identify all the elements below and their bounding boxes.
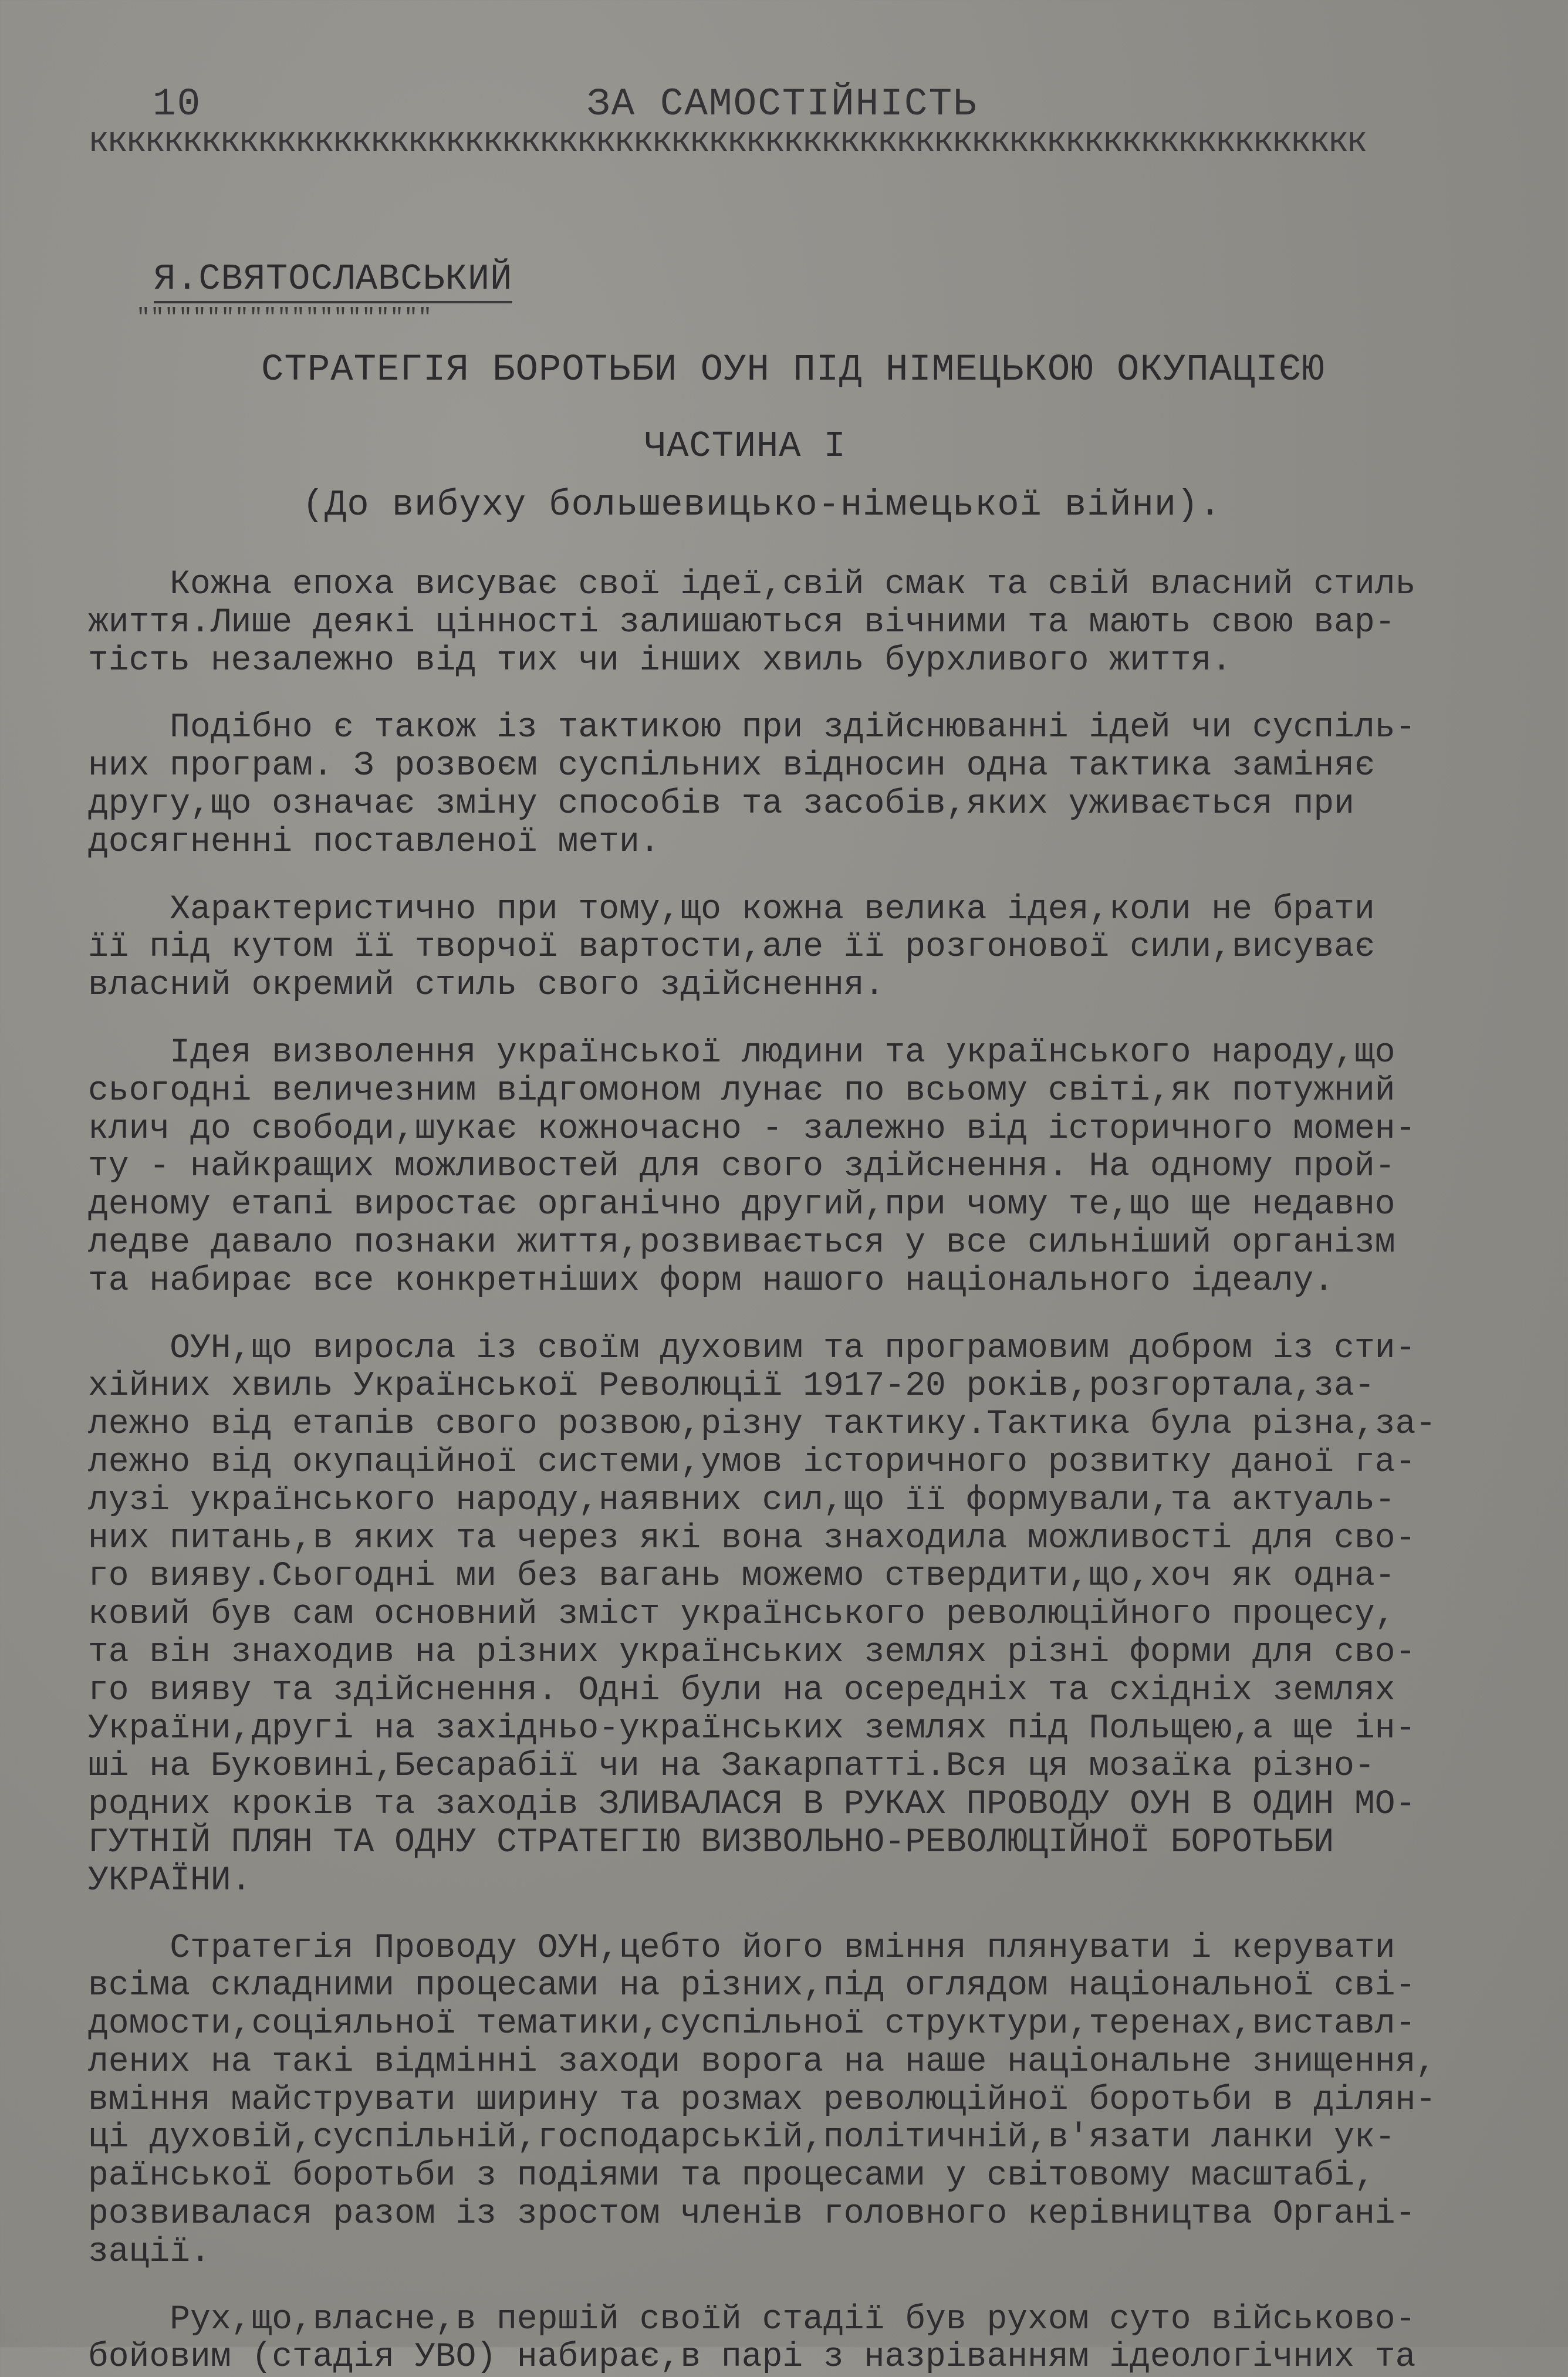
- paragraph-gap: [88, 862, 1496, 891]
- text-line: розвивалася разом із зростом членів головного керівництва Органі-: [88, 2195, 1416, 2234]
- paragraph: [88, 2301, 1496, 2377]
- text-line: го вияву та здійснення. Одні були на осередніх та східніх землях: [88, 1671, 1395, 1710]
- text-line: її під кутом її творчої вартости,але її розгонової сили,висуває: [88, 928, 1375, 967]
- text-line: ші на Буковині,Бесарабії чи на Закарпатті.Вся ця мозаїка різно-: [88, 1747, 1375, 1786]
- text-line: лежно від окупаційної системи,умов історичного розвитку даної га-: [88, 1443, 1416, 1482]
- text-line: домости,соціяльної тематики,суспільної структури,теренах,виставл-: [88, 2005, 1416, 2044]
- paragraph-gap: [88, 1901, 1496, 1930]
- text-line: го вияву.Сьогодні ми без вагань можемо ствердити,що,хоч як одна-: [88, 1557, 1395, 1596]
- text-line: та він знаходив на різних українських землях різні форми для сво-: [88, 1633, 1416, 1672]
- text-line: вміння майструвати ширину та розмах революційної боротьби в ділян-: [88, 2081, 1437, 2119]
- text-line: другу,що означає зміну способів та засобів,яких уживається при: [88, 785, 1354, 823]
- paragraph: [88, 1330, 1496, 1901]
- text-line: сьогодні величезним відгомоном лунає по всьому світі,як потужний: [88, 1071, 1395, 1110]
- paragraph: [88, 1034, 1496, 1301]
- text-line: життя.Лише деякі цінності залишаються вічними та мають свою вар-: [88, 603, 1395, 642]
- text-line: Характеристично при тому,що кожна велика ідея,коли не брати: [88, 890, 1375, 929]
- text-line: ту - найкращих можливостей для свого здійснення. На одному прой-: [88, 1148, 1395, 1186]
- text-line: Ідея визволення української людини та українського народу,що: [88, 1033, 1395, 1072]
- text-line: родних кроків та заходів ЗЛИВАЛАСЯ В РУКАХ ПРОВОДУ ОУН В ОДИН МО-: [88, 1786, 1416, 1824]
- paragraph-gap: [88, 1301, 1496, 1330]
- text-line: та набирає все конкретніших форм нашого національного ідеалу.: [88, 1262, 1334, 1300]
- text-line: України,другі на західньо-українських землях під Польщею,а ще ін-: [88, 1709, 1416, 1748]
- article-title: СТРАТЕГІЯ БОРОТЬБИ ОУН ПІД НІМЕЦЬКОЮ ОКУПАЦІЄЮ: [261, 349, 1325, 391]
- text-line: них питань,в яких та через які вона знаходила можливості для сво-: [88, 1519, 1416, 1558]
- text-line: хійних хвиль Української Революції 1917-20 років,розгортала,за-: [88, 1367, 1375, 1406]
- text-line: ковий був сам основний зміст українського революційного процесу,: [88, 1595, 1395, 1634]
- article-part: ЧАСТИНА І: [644, 425, 846, 467]
- text-line: власний окремий стиль свого здійснення.: [88, 966, 885, 1005]
- paragraph-gap: [88, 680, 1496, 709]
- text-line: клич до свободи,шукає кожночасно - залежно від історичного момен-: [88, 1110, 1416, 1148]
- text-line: бойовим (стадія УВО) набирає,в парі з назріванням ідеологічних та: [88, 2338, 1416, 2377]
- header-decoration: кккккккккккккккккккккккккккккккккккккккккккккккккккккккккккккккккккк: [88, 122, 1366, 162]
- text-line: лежно від етапів свого розвою,різну тактику.Тактика була різна,за-: [88, 1405, 1437, 1444]
- author-decoration: """"""""""""""""""""": [136, 305, 432, 332]
- text-line: ці духовій,суспільній,господарській,політичній,в'язати ланки ук-: [88, 2119, 1395, 2158]
- text-line: деному етапі виростає органічно другий,при чому те,що ще недавно: [88, 1186, 1395, 1225]
- text-line: лених на такі відмінні заходи ворога на наше національне знищення,: [88, 2043, 1437, 2081]
- article-subtitle: (До вибуху большевицько-німецької війни).: [302, 484, 1222, 526]
- paragraph: [88, 709, 1496, 861]
- article-body: [88, 566, 1496, 2377]
- text-line: всіма складними процесами на різних,під оглядом національної сві-: [88, 1967, 1416, 2006]
- text-line: Стратегія Проводу ОУН,цебто його вміння плянувати і керувати: [88, 1929, 1395, 1967]
- paragraph-gap: [88, 2272, 1496, 2301]
- paragraph: [88, 1930, 1496, 2272]
- journal-title: ЗА САМОСТІЙНІСТЬ: [587, 82, 978, 126]
- article-author: Я.СВЯТОСЛАВСЬКИЙ: [154, 258, 512, 303]
- text-line: тість незалежно від тих чи інших хвиль бурхливого життя.: [88, 641, 1232, 680]
- text-line: досягненні поставленої мети.: [88, 823, 660, 861]
- paragraph: [88, 566, 1496, 680]
- text-line: ОУН,що виросла із своїм духовим та програмовим добром із сти-: [88, 1329, 1416, 1368]
- text-line: УКРАЇНИ.: [88, 1861, 252, 1900]
- text-line: Кожна епоха висуває свої ідеї,свій смак та свій власний стиль: [88, 566, 1416, 604]
- text-line: Подібно є також із тактикою при здійснюванні ідей чи суспіль-: [88, 709, 1416, 748]
- page-number: 10: [153, 82, 202, 126]
- text-line: ГУТНІЙ ПЛЯН ТА ОДНУ СТРАТЕГІЮ ВИЗВОЛЬНО-РЕВОЛЮЦІЙНОЇ БОРОТЬБИ: [88, 1823, 1334, 1862]
- paragraph: [88, 891, 1496, 1005]
- paragraph-gap: [88, 1005, 1496, 1034]
- text-line: Рух,що,власне,в першій своїй стадії був рухом суто військово-: [88, 2300, 1416, 2339]
- text-line: них програм. З розвоєм суспільних відносин одна тактика заміняє: [88, 747, 1375, 786]
- text-line: раїнської боротьби з подіями та процесами у світовому масштабі,: [88, 2157, 1375, 2196]
- text-line: зації.: [88, 2233, 211, 2271]
- text-line: ледве давало познаки життя,розвивається у все сильніший організм: [88, 1223, 1395, 1262]
- text-line: лузі українського народу,наявних сил,що її формували,та актуаль-: [88, 1481, 1395, 1520]
